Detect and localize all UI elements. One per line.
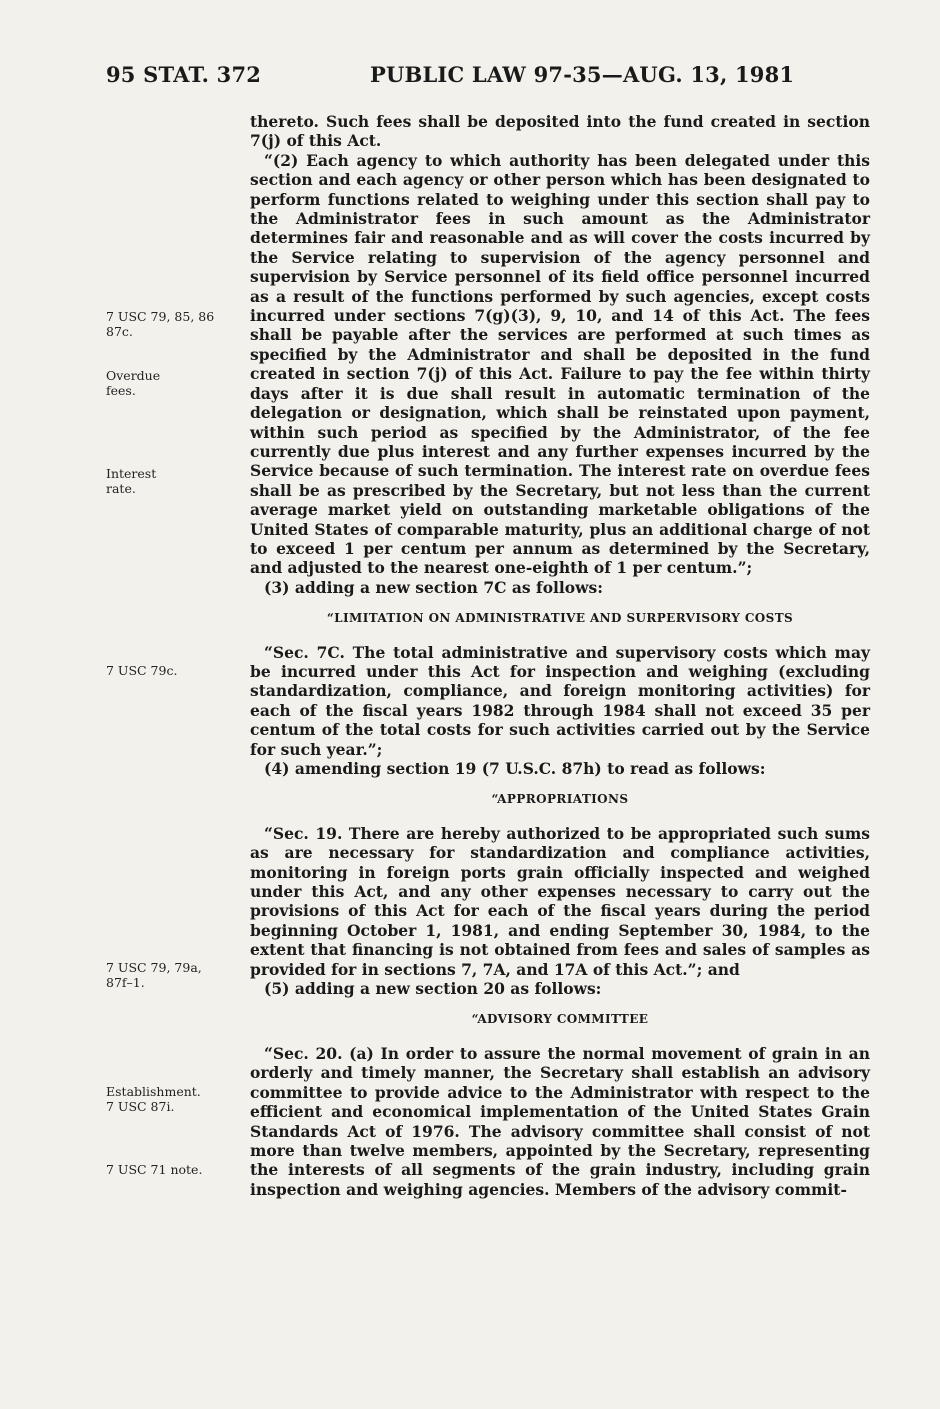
paragraph-adding-section-7c: (3) adding a new section 7C as follows: xyxy=(264,577,603,597)
paragraph-sec-7c: “Sec. 7C. The total administrative and supervisory costs which may be incurred under this Act for inspection and weighing (excluding standardization, compliance, and foreign monitoring activities) for each of the fiscal years 1982 through 1984 shall not exceed 35 per centum of the total costs for such activities carried out by the Service for such year.”; xyxy=(250,642,870,759)
margin-note-usc-79c: 7 USC 79c. xyxy=(106,663,178,678)
margin-note-usc-79-85-86: 7 USC 79, 85, 86 87c. xyxy=(106,309,215,339)
paragraph-adding-section-20: (5) adding a new section 20 as follows: xyxy=(264,979,602,999)
margin-note-overdue-fees: Overdue fees. xyxy=(106,368,161,398)
body-text xyxy=(250,112,870,1199)
paragraph-agency-fees: “(2) Each agency to which authority has been delegated under this section and each agency or other person which has been designated to perform functions related to weighing under this section shall pay to the Administrator fees in such amount as the Administrator determines fair and reasonable and as will cover the costs incurred by the Service relating to supervision of the agency personnel and supervision by Service personnel of its field office personnel incurred as a result of the functions performed by such agencies, except costs incurred under sections 7(g)(3), 9, 10, and 14 of this Act. The fees shall be payable after the services are performed at such times as specified by the Administrator and shall be deposited in the fund created in section 7(j) of this Act. Failure to pay the fee within thirty days after it is due shall result in automatic termination of the delegation or designation, which shall be reinstated upon payment, within such period as specified by the Administrator, of the fee currently due plus interest and any further expenses incurred by the Service because of such termination. The interest rate on overdue fees shall be as prescribed by the Secretary, but not less than the current average market yield on outstanding marketable obligations of the United States of comparable maturity, plus an additional charge of not to exceed 1 per centum per annum as determined by the Secretary, and adjusted to the nearest one-eighth of 1 per centum.”; xyxy=(250,150,870,578)
section-heading-advisory-committee: “ADVISORY COMMITTEE xyxy=(471,1012,649,1027)
paragraph-sec-20: “Sec. 20. (a) In order to assure the normal movement of grain in an orderly and timely manner, the Secretary shall establish an advisory committee to provide advice to the Administrator with respect to the efficient and economical implementation of the United States Grain Standards Act of 1976. The advisory committee shall consist of not more than twelve members, appointed by the Secretary, representing the interests of all segments of the grain industry, including grain inspection and weighing agencies. Members of the advisory commit- xyxy=(250,1043,870,1199)
statute-page-number: 95 STAT. 372 xyxy=(106,62,262,87)
page-header-title: PUBLIC LAW 97-35—AUG. 13, 1981 xyxy=(370,62,795,87)
section-heading-limitation: “LIMITATION ON ADMINISTRATIVE AND SURPERVISORY COSTS xyxy=(326,611,794,626)
paragraph-amending-section-19: (4) amending section 19 (7 U.S.C. 87h) to read as follows: xyxy=(264,759,766,778)
margin-note-usc-71-note: 7 USC 71 note. xyxy=(106,1162,203,1177)
paragraph-sec-19: “Sec. 19. There are hereby authorized to be appropriated such sums as are necessary for standardization and compliance activities, monitoring in foreign ports grain officially inspected and weighed under this Act, and any other expenses necessary to carry out the provisions of this Act for each of the fiscal years during the period beginning October 1, 1981, and ending September 30, 1984, to the extent that financing is not obtained from fees and sales of samples as provided for in sections 7, 7A, and 17A of this Act.”; and xyxy=(250,823,870,979)
margin-note-establishment: Establishment. 7 USC 87i. xyxy=(106,1084,201,1114)
paragraph-fees-deposited: thereto. Such fees shall be deposited into the fund created in section 7(j) of this Act. xyxy=(250,112,870,151)
section-heading-appropriations: “APPROPRIATIONS xyxy=(491,792,629,807)
margin-note-usc-79-79a: 7 USC 79, 79a, 87f–1. xyxy=(106,960,202,990)
margin-note-interest-rate: Interest rate. xyxy=(106,466,157,496)
